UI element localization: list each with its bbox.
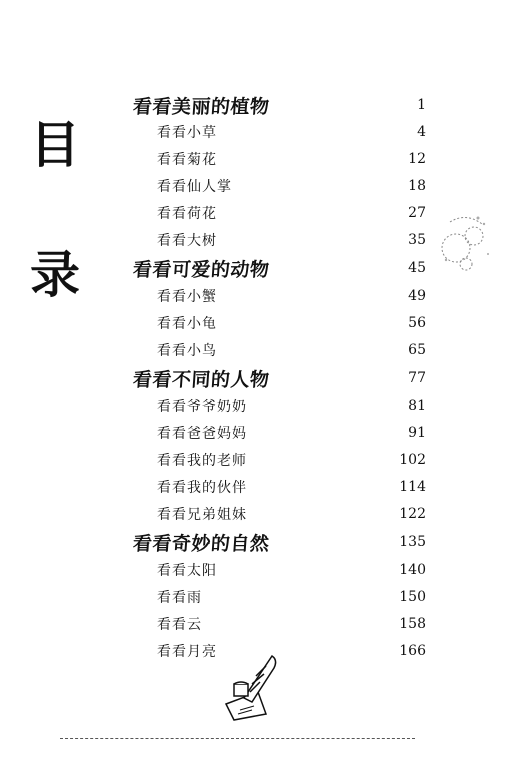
toc-section[interactable] <box>133 366 426 390</box>
toc-entry[interactable] <box>157 585 426 609</box>
toc-entry[interactable] <box>157 421 426 445</box>
toc-entry[interactable] <box>157 311 426 335</box>
entry-title: 看看爸爸妈妈 <box>157 426 247 442</box>
toc-title-char-2: 录 <box>30 246 80 304</box>
page-number: 1 <box>417 97 426 113</box>
page-number: 27 <box>408 205 426 221</box>
toc-entry[interactable] <box>157 502 426 526</box>
page-number: 166 <box>399 643 426 659</box>
toc-section[interactable] <box>133 530 426 554</box>
toc-entry[interactable] <box>157 558 426 582</box>
page-number: 65 <box>408 342 426 358</box>
entry-title: 看看我的伙伴 <box>157 480 247 496</box>
entry-title: 看看小草 <box>157 125 217 141</box>
toc-entry[interactable] <box>157 174 426 198</box>
bubble-doodle-icon <box>436 210 496 280</box>
entry-title: 看看小蟹 <box>157 289 217 305</box>
page-number: 77 <box>408 370 426 386</box>
page-number: 45 <box>408 260 426 276</box>
section-title: 看看不同的人物 <box>132 368 271 391</box>
entry-title: 看看太阳 <box>157 563 217 579</box>
entry-title: 看看小鸟 <box>157 343 217 359</box>
page-number: 18 <box>408 178 426 194</box>
toc-entry[interactable] <box>157 228 426 252</box>
toc-entry[interactable] <box>157 338 426 362</box>
page-number: 49 <box>408 288 426 304</box>
page-number: 158 <box>399 616 426 632</box>
toc-entry[interactable] <box>157 147 426 171</box>
entry-title: 看看我的老师 <box>157 453 247 469</box>
section-title: 看看奇妙的自然 <box>132 532 271 555</box>
entry-title: 看看菊花 <box>157 152 217 168</box>
entry-title: 看看仙人掌 <box>157 179 232 195</box>
toc-entry[interactable] <box>157 201 426 225</box>
toc-title-char-1: 目 <box>30 116 80 174</box>
toc-section[interactable] <box>133 256 426 280</box>
toc-entry[interactable] <box>157 448 426 472</box>
toc-entry[interactable] <box>157 639 426 663</box>
entry-title: 看看月亮 <box>157 644 217 660</box>
page-number: 4 <box>417 124 426 140</box>
toc-entry[interactable] <box>157 394 426 418</box>
entry-title: 看看小龟 <box>157 316 217 332</box>
page-number: 35 <box>408 232 426 248</box>
page-number: 91 <box>408 425 426 441</box>
entry-title: 看看荷花 <box>157 206 217 222</box>
entry-title: 看看大树 <box>157 233 217 249</box>
page-number: 81 <box>408 398 426 414</box>
toc-entry[interactable] <box>157 120 426 144</box>
quill-and-paper-icon <box>222 652 282 722</box>
page-number: 140 <box>399 562 426 578</box>
toc-entry[interactable] <box>157 612 426 636</box>
entry-title: 看看兄弟姐妹 <box>157 507 247 523</box>
footer-divider <box>60 738 415 739</box>
toc-entry[interactable] <box>157 284 426 308</box>
page-number: 12 <box>408 151 426 167</box>
section-title: 看看可爱的动物 <box>132 258 271 281</box>
page-number: 122 <box>399 506 426 522</box>
entry-title: 看看云 <box>157 617 202 633</box>
page-number: 56 <box>408 315 426 331</box>
section-title: 看看美丽的植物 <box>132 95 271 118</box>
entry-title: 看看爷爷奶奶 <box>157 399 247 415</box>
page-number: 135 <box>399 534 426 550</box>
page-number: 102 <box>399 452 426 468</box>
page-number: 150 <box>399 589 426 605</box>
page-number: 114 <box>399 479 426 495</box>
entry-title: 看看雨 <box>157 590 202 606</box>
toc-section[interactable] <box>133 93 426 117</box>
toc-entry[interactable] <box>157 475 426 499</box>
